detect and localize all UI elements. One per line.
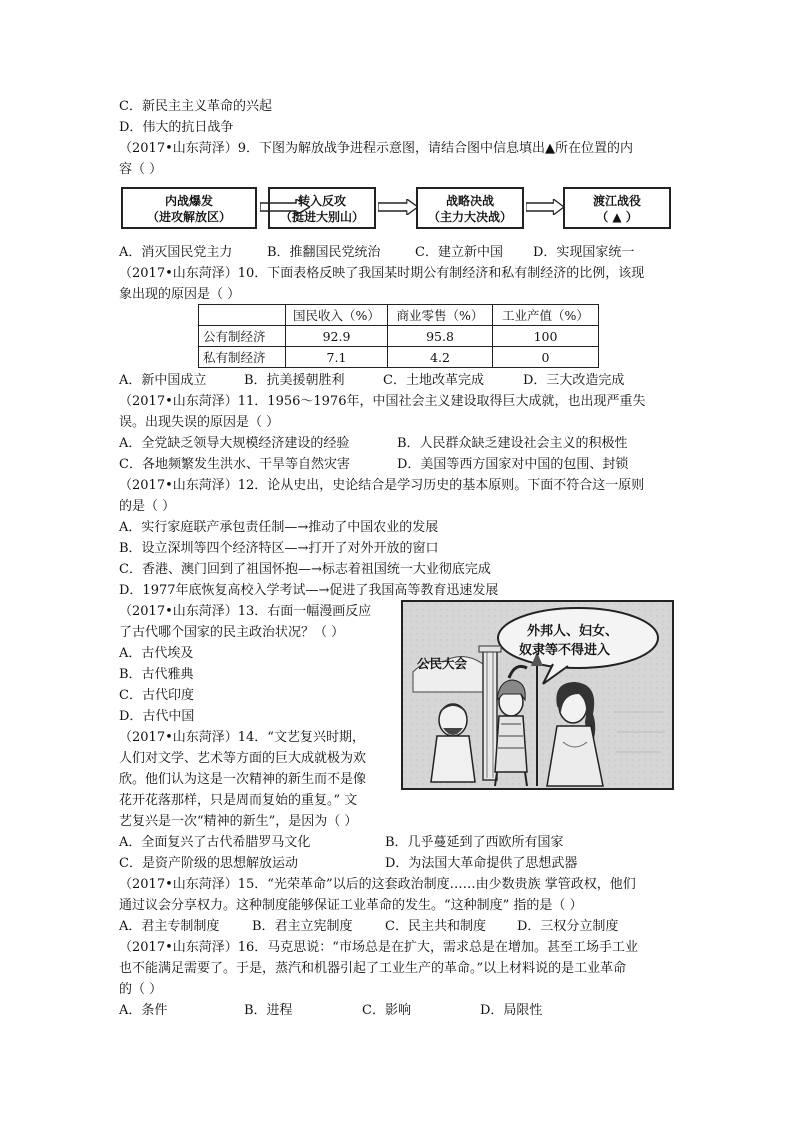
q9-option-b: B．推翻国民党统治: [267, 245, 381, 260]
flow-box-3-sub: （主力大决战）: [427, 210, 512, 224]
table-row-header: 私有制经济: [199, 347, 286, 368]
table-cell: 95.8: [388, 326, 493, 347]
q14-option-a: A．全面复兴了古代希腊罗马文化: [119, 835, 311, 850]
q15-option-b: B．君主立宪制度: [252, 919, 353, 934]
q10-stem-line1: （2017•山东菏泽）10．下面表格反映了我国某时期公有制经济和私有制经济的比例，该现: [119, 266, 645, 281]
table-cell: 92.9: [286, 326, 388, 347]
q14-option-c: C．是资产阶级的思想解放运动: [119, 856, 298, 871]
q13-stem-line2: 了古代哪个国家的民主政治状况？（ ）: [119, 625, 345, 640]
flow-box-1-title: 内战爆发: [164, 194, 213, 208]
table-cell: 7.1: [286, 347, 388, 368]
flow-arrow-2: [378, 199, 418, 215]
q12-option-d: D．1977年底恢复高校入学考试—→促进了我国高等教育迅速发展: [119, 583, 499, 598]
q16-option-d: D．局限性: [480, 1003, 543, 1018]
q15-option-c: C．民主共和制度: [385, 919, 486, 934]
q16-option-c: C．影响: [362, 1003, 411, 1018]
cartoon-drawing: [403, 602, 672, 788]
cartoon-sign-label: 公民大会: [417, 656, 468, 671]
flow-box-2-sub: （挺进大别山）: [279, 210, 364, 224]
flow-box-4: [563, 187, 671, 229]
table-cell: 100: [493, 326, 599, 347]
q11-option-a: A．全党缺乏领导大规模经济建设的经验: [119, 436, 350, 451]
flow-box-4-sub: （ ▲ ）: [596, 210, 638, 224]
q10-option-a: A．新中国成立: [119, 373, 207, 388]
q12-option-c: C．香港、澳门回到了祖国怀抱—→标志着祖国统一大业彻底完成: [119, 562, 491, 577]
table-header-cell: 国民收入（%）: [286, 305, 388, 326]
q16-option-a: A．条件: [119, 1003, 168, 1018]
q12-stem-line1: （2017•山东菏泽）12．论从史出，史论结合是学习历史的基本原则。下面不符合这一原则: [119, 478, 645, 493]
q16-stem-line2: 也不能满足需要了。于是，蒸汽和机器引起了工业生产的革命。”以上材料说的是工业革命: [119, 961, 627, 976]
q11-option-c: C．各地频繁发生洪水、干旱等自然灾害: [119, 457, 350, 472]
q10-option-b: B．抗美援朝胜利: [244, 373, 345, 388]
economy-ratio-table: [198, 304, 599, 368]
q16-stem-line1: （2017•山东菏泽）16．马克思说：“市场总是在扩大，需求总是在增加。甚至工场手工业: [119, 940, 638, 955]
flow-box-1-sub: （进攻解放区）: [146, 210, 231, 224]
q9-stem-line2: 容（ ）: [119, 162, 163, 177]
q14-option-b: B．几乎蔓延到了西欧所有国家: [385, 835, 564, 850]
q15-stem-line1: （2017•山东菏泽）15．“光荣革命”以后的这套政治制度……由少数贵族 掌管政权，他们: [119, 877, 636, 892]
q11-option-d: D．美国等西方国家对中国的包围、封锁: [397, 457, 629, 472]
q10-option-d: D．三大改造完成: [523, 373, 625, 388]
q11-stem-line2: 误。出现失误的原因是（ ）: [119, 415, 280, 430]
q12-stem-line2: 的是（ ）: [119, 499, 176, 514]
q14-stem-line1: （2017•山东菏泽）14．“文艺复兴时期，: [119, 730, 365, 745]
q14-stem-line3: 欣。他们认为这是一次精神的新生而不是像: [119, 772, 367, 787]
table-header-cell: 工业产值（%）: [493, 305, 599, 326]
athens-democracy-cartoon: [401, 600, 674, 790]
q14-option-d: D．为法国大革命提供了思想武器: [385, 856, 578, 871]
q14-stem-line2: 人们对文学、艺术等方面的巨大成就极为欢: [119, 751, 367, 766]
q12-option-b: B．设立深圳等四个经济特区—→打开了对外开放的窗口: [119, 541, 439, 556]
q9-option-c: C．建立新中国: [415, 245, 503, 260]
q13-stem-line1: （2017•山东菏泽）13．右面一幅漫画反应: [119, 604, 372, 619]
q15-stem-line2: 通过议会分享权力。这种制度能够保证工业革命的发生。“这种制度” 指的是（ ）: [119, 898, 583, 913]
table-row: [199, 326, 599, 347]
q8-option-c: C．新民主主义革命的兴起: [119, 99, 272, 114]
q16-stem-line3: 的（ ）: [119, 982, 163, 997]
bubble-text-line1: 外邦人、妇女、: [527, 624, 619, 639]
q15-option-a: A．君主专制制度: [119, 919, 220, 934]
q16-option-b: B．进程: [244, 1003, 293, 1018]
q13-option-b: B．古代雅典: [119, 667, 194, 682]
flow-box-2-title: 转入反攻: [297, 194, 346, 208]
table-cell: 4.2: [388, 347, 493, 368]
q13-option-a: A．古代埃及: [119, 646, 194, 661]
flow-box-4-title: 渡江战役: [592, 194, 641, 208]
flow-arrow-3: [526, 199, 564, 215]
q12-option-a: A．实行家庭联产承包责任制—→推动了中国农业的发展: [119, 520, 439, 535]
q10-option-c: C．土地改革完成: [383, 373, 484, 388]
q9-option-a: A．消灭国民党主力: [119, 245, 233, 260]
q15-option-d: D．三权分立制度: [517, 919, 619, 934]
q9-stem-line1: （2017•山东菏泽）9．下图为解放战争进程示意图，请结合图中信息填出▲所在位置的内: [119, 141, 634, 156]
q13-option-d: D．古代中国: [119, 709, 195, 724]
flow-box-2: [268, 187, 376, 229]
q8-option-d: D．伟大的抗日战争: [119, 120, 234, 135]
q11-option-b: B．人民群众缺乏建设社会主义的积极性: [397, 436, 628, 451]
table-row: [199, 347, 599, 368]
q14-stem-line4: 花开花落那样，只是周而复始的重复。” 文: [119, 793, 358, 808]
flow-box-3-title: 战略决战: [445, 194, 494, 208]
table-row-header: 公有制经济: [199, 326, 286, 347]
table-header-row: [199, 305, 599, 326]
q9-option-d: D．实现国家统一: [533, 245, 635, 260]
q10-stem-line2: 象出现的原因是（ ）: [119, 287, 241, 302]
q13-option-c: C．古代印度: [119, 688, 194, 703]
table-header-cell: 商业零售（%）: [388, 305, 493, 326]
bubble-text-line2: 奴隶等不得进入: [519, 643, 611, 658]
table-cell: 0: [493, 347, 599, 368]
flow-box-3: [416, 187, 524, 229]
q14-stem-line5: 艺复兴是一次“精神的新生”，是因为（ ）: [119, 814, 358, 829]
flow-box-1: [121, 187, 257, 229]
q11-stem-line1: （2017•山东菏泽）11．1956～1976年，中国社会主义建设取得巨大成就，也出现严重失: [119, 394, 646, 409]
table-corner-cell: [199, 305, 286, 326]
